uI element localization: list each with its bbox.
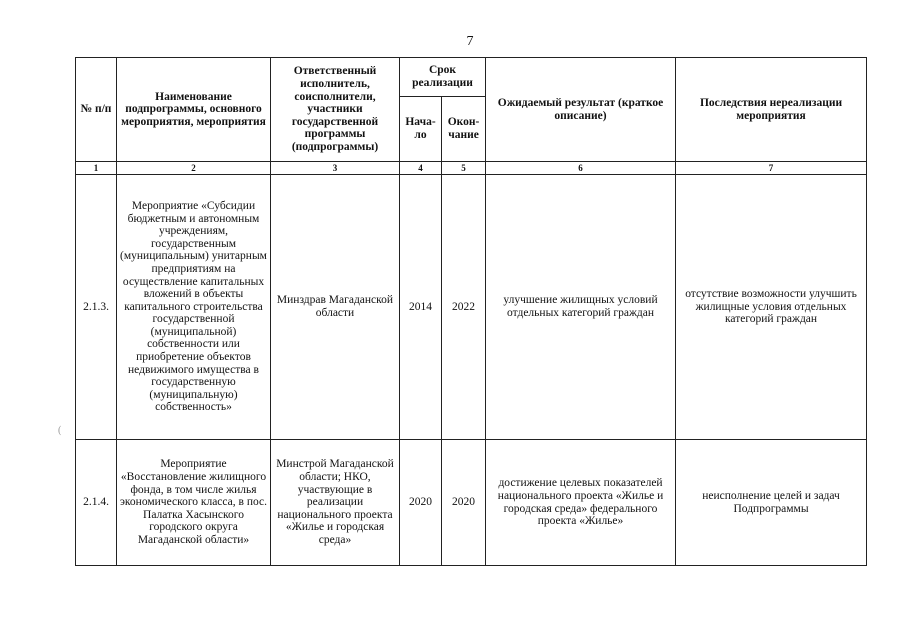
- row-name: Мероприятие «Восстановление жилищного фонда, в том числе жилья экономического класса, в пос. Палатка Хасынского городского округа Магаданской области»: [117, 440, 271, 566]
- header-term: Срок реализации: [400, 58, 486, 97]
- column-number: 2: [117, 162, 271, 175]
- row-result: улучшение жилищных условий отдельных категорий граждан: [486, 175, 676, 440]
- column-number: 4: [400, 162, 442, 175]
- column-number: 6: [486, 162, 676, 175]
- row-end: 2020: [442, 440, 486, 566]
- header-start: Нача-ло: [400, 97, 442, 162]
- row-consequences: неисполнение целей и задач Подпрограммы: [676, 440, 867, 566]
- row-result: достижение целевых показателей национального проекта «Жилье и городская среда» федерального проекта «Жилье»: [486, 440, 676, 566]
- row-responsible: Минстрой Магаданской области; НКО, участвующие в реализации национального проекта «Жилье и городская среда»: [271, 440, 400, 566]
- stray-mark: (: [58, 425, 62, 436]
- column-number: 3: [271, 162, 400, 175]
- header-responsible: Ответственный исполнитель, соисполнители, участники государственной программы (подпрограммы): [271, 58, 400, 162]
- header-row: [76, 58, 867, 97]
- row-num: 2.1.4.: [76, 440, 117, 566]
- header-consequences: Последствия нереализации мероприятия: [676, 58, 867, 162]
- header-num: № п/п: [76, 58, 117, 162]
- table-row: [76, 440, 867, 566]
- table-row: [76, 175, 867, 440]
- header-end: Окон-чание: [442, 97, 486, 162]
- header-name: Наименование подпрограммы, основного мероприятия, мероприятия: [117, 58, 271, 162]
- page-number: 7: [466, 34, 474, 49]
- row-start: 2014: [400, 175, 442, 440]
- column-number: 5: [442, 162, 486, 175]
- header-result: Ожидаемый результат (краткое описание): [486, 58, 676, 162]
- row-end: 2022: [442, 175, 486, 440]
- column-number: 7: [676, 162, 867, 175]
- row-num: 2.1.3.: [76, 175, 117, 440]
- row-consequences: отсутствие возможности улучшить жилищные условия отдельных категорий граждан: [676, 175, 867, 440]
- measures-table: [75, 57, 867, 566]
- row-start: 2020: [400, 440, 442, 566]
- column-number: 1: [76, 162, 117, 175]
- row-responsible: Минздрав Магаданской области: [271, 175, 400, 440]
- column-numbers-row: [76, 162, 867, 175]
- row-name: Мероприятие «Субсидии бюджетным и автономным учреждениям, государственным (муниципальным) унитарным предприятиям на осуществление капитальных вложений в объекты капитального строительства государственной (муниципальной) собственности или приобретение объектов недвижимого имущества в государственную (муниципальную) собственность»: [117, 175, 271, 440]
